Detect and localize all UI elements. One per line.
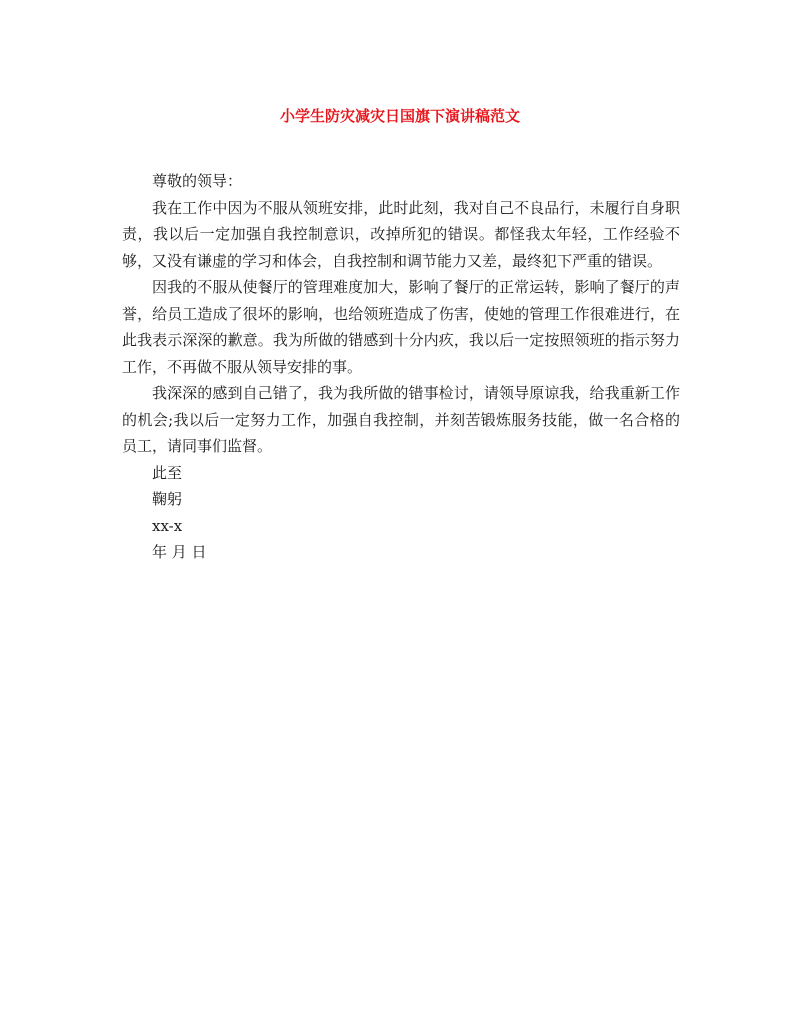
closing-line-1: 此至 <box>152 463 183 482</box>
date-line: 年 月 日 <box>152 543 207 561</box>
signature: xx-x <box>152 516 183 535</box>
document-title: 小学生防灾减灾日国旗下演讲稿范文 <box>279 107 520 125</box>
paragraph-3: 我深深的感到自己错了，我为我所做的错事检讨，请领导原谅我，给我重新工作的机会;我以后一定努力工作，加强自我控制，并刻苦锻炼服务技能，做一名合格的员工，请同事们监督。 <box>122 384 680 455</box>
paragraph-2: 因我的不服从使餐厅的管理难度加大，影响了餐厅的正常运转，影响了餐厅的声誉，给员工造成了很坏的影响，也给领班造成了伤害，使她的管理工作很难进行，在此我表示深深的歉意。我为所做的错感到十分内疚，我以后一定按照领班的指示努力工作，不再做不服从领导安排的事。 <box>122 278 680 376</box>
salutation: 尊敬的领导： <box>152 172 243 190</box>
paragraph-1: 我在工作中因为不服从领班安排，此时此刻，我对自己不良品行，未履行自身职责，我以后一定加强自我控制意识，改掉所犯的错误。都怪我太年轻，工作经验不够，又没有谦虚的学习和体会，自我控制和调节能力又差，最终犯下严重的错误。 <box>122 198 680 270</box>
closing-line-2: 鞠躬 <box>152 490 183 508</box>
document-body <box>122 168 680 566</box>
